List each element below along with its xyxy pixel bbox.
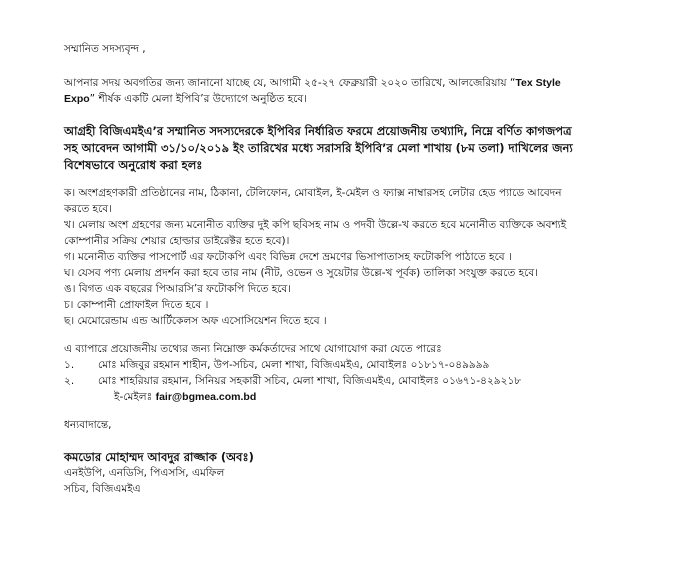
item-chha: ছ। মেমোরেন্ডাম এন্ড আর্টিকেলস অফ এসোসিয়েশন দিতে হবে ।: [64, 315, 327, 327]
salutation: সম্মানিত সদস্যবৃন্দ ,: [64, 43, 146, 55]
contact-number: ১.: [64, 359, 75, 371]
contact-details: মোঃ মজিবুর রহমান শাহীন, উপ-সচিব, মেলা শাখা, বিজিএমইএ, মোবাইলঃ ০১৮১৭-০৪৯৯৯৯: [98, 359, 490, 371]
item-gha: ঘ। যেসব পণ্য মেলায় প্রদর্শন করা হবে তার নাম (নীট, ওভেন ও সুয়েটার উল্লে-খ পূর্বক) তালিকা সংযুক্ত করতে হবে।: [64, 267, 538, 279]
request-line-2: সহ আবেদন আগামী ৩১/১০/২০১৯ ইং তারিখের মধ্যে সরাসরি ইপিবি’র মেলা শাখায় (৮ম তলা) দাখিলের জন্য: [64, 141, 573, 155]
item-ka-line-1: ক। অংশগ্রহণকারী প্রতিষ্ঠানের নাম, ঠিকানা, টেলিফোন, মোবাইল, ই-মেইল ও ফ্যাক্স নাম্বারসহ লেটার হেড প্যাডে আবেদন: [64, 187, 562, 199]
contact-row: [64, 358, 664, 372]
item-ga: গ। মনোনীত ব্যক্তির পাসপোর্ট এর ফটোকপি এবং বিভিন্ন দেশে ভ্রমণের ভিসাপাতাসহ ফটোকপি পাঠাতে হবে ।: [64, 251, 512, 263]
signatory-credentials: এনইউপি, এনডিসি, পিএসসি, এমফিল: [64, 467, 225, 479]
intro-text-2: ” শীর্ষক একটি মেলা ইপিবি’র উদ্যোগে অনুষ্ঠিত হবে।: [89, 93, 307, 105]
request-line-3: বিশেষভাবে অনুরোধ করা হলঃ: [64, 158, 203, 172]
contact-details: মোঃ শাহরিয়ার রহমান, সিনিয়র সহকারী সচিব, মেলা শাখা, বিজিএমইএ, মোবাইলঃ ০১৬৭১-৪২৯২১৮: [98, 375, 522, 387]
intro-line-1: [64, 76, 664, 90]
request-line-1: আগ্রহী বিজিএমইএ’র সম্মানিত সদস্যদেরকে ইপিবির নির্ধারিত ফরমে প্রয়োজনীয় তথ্যাদি, নিম্নে বর্ণিত কাগজপত্র: [64, 124, 572, 138]
email-line: [64, 390, 695, 404]
item-cha: চ। কোম্পানী প্রোফাইল দিতে হবে ।: [64, 299, 209, 311]
contact-number: ২.: [64, 375, 75, 387]
intro-text-1: আপনার সদয় অবগতির জন্য জানানো যাচ্ছে যে, আগামী ২৫-২৭ ফেব্রুয়ারী ২০২০ তারিখে, আলজেরিয়ায় “: [64, 77, 516, 89]
contact-intro: এ ব্যাপারে প্রয়োজনীয় তথ্যের জন্য নিম্নোক্ত কর্মকর্তাদের সাথে যোগাযোগ করা যেতে পারেঃ: [64, 343, 442, 355]
signatory-name: কমডোর মোহাম্মদ আবদুর রাজ্জাক (অবঃ): [64, 450, 254, 464]
event-name-part-1: Tex Style: [515, 77, 561, 89]
item-uma: ঙ। বিগত এক বছরের পিআরসি’র ফটোকপি দিতে হবে।: [64, 283, 292, 295]
signatory-title: সচিব, বিজিএমইএ: [64, 483, 141, 495]
item-kha-line-2: কোম্পানীর সক্রিয় শেয়ার হোল্ডার ডাইরেক্টর হতে হবে)।: [64, 235, 290, 247]
item-kha-line-1: খ। মেলায় অংশ গ্রহণের জন্য মনোনীত ব্যক্তির দুই কপি ছবিসহ নাম ও পদবী উল্লে-খ করতে হবে মনোনীত ব্যক্তিকে অবশ্যই: [64, 219, 567, 231]
closing-thanks: ধন্যবাদান্তে,: [64, 419, 112, 431]
item-ka-line-2: করতে হবে।: [64, 203, 112, 215]
intro-line-2: [64, 92, 664, 106]
contact-row: [64, 374, 664, 388]
email-link[interactable]: fair@bgmea.com.bd: [155, 391, 257, 403]
email-label: ই-মেইলঃ: [114, 391, 153, 403]
event-name-part-2: Expo: [64, 93, 90, 105]
